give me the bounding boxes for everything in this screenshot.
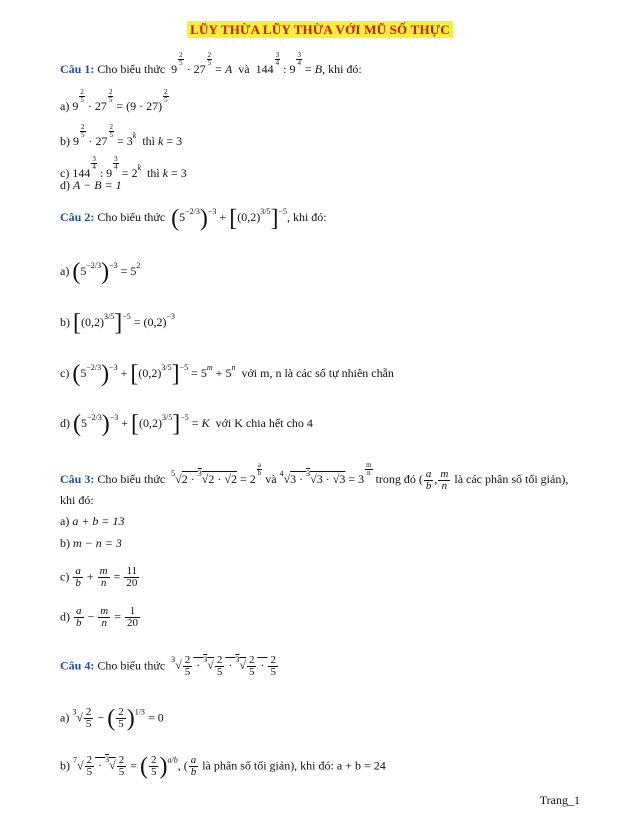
q4-option-b: b) $^7$√ $\frac{2}{5}$ · $^3$√ $\frac{2}{5}$ = ( $\frac{2}{5}$ )$^{a/b}$, ( $\frac{a}{b}$ là phân số tối giản), khi đó: a + b = 24 xyxy=(60,753,386,780)
question-2 xyxy=(60,205,327,231)
q1-option-b: b) 9 $\frac{2}{5}$ · 27 $\frac{2}{5}$ = $3^k$ thì k = 3 xyxy=(60,123,183,148)
question-2-formula: $(5^{-2/3})^{-3} + [(0,2)^{3/5}]^{-5}$ xyxy=(171,205,287,231)
q3-line-2: khi đó: xyxy=(60,493,94,507)
question-1-formula: 9 $\frac{2}{5}$ · 27 $\frac{2}{5}$ = A và 144 $\frac{3}{4}$ : 9 $\frac{3}{4}$ = B xyxy=(168,51,323,76)
question-2-label: Câu 2: xyxy=(60,209,95,224)
question-4-formula: $^3$√ $\frac{2}{5}$ · $^3$√ $\frac{2}{5}$ · $^3$√ $\frac{2}{5}$ · $\frac{2}{5}$ xyxy=(171,654,276,678)
q1-option-c: c) 144 $\frac{3}{4}$ : 9 $\frac{3}{4}$ = $2^k$ thì k = 3 xyxy=(60,155,187,180)
page-title: LŨY THỪA LŨY THỪA VỚI MŨ SỐ THỰC xyxy=(0,22,640,38)
q2-option-b: b) $[(0,2)^{3/5}]^{-5} = (0,2)^{-3}$ xyxy=(60,310,176,336)
question-1 xyxy=(60,52,362,76)
q2-option-c: c) $(5^{-2/3})^{-3} + [(0,2)^{3/5}]^{-5} = 5^m + 5^n$ với m, n là các số tự nhiên chẵn xyxy=(60,361,394,387)
question-3-formula-2: $^4$√3 · $^3$√3 · √3 = 3 $\frac{m}{n}$ xyxy=(279,461,372,486)
question-1-text: Cho biểu thức xyxy=(97,62,166,76)
question-4-label: Câu 4: xyxy=(60,658,95,673)
question-2-tail: , khi đó: xyxy=(286,209,327,224)
question-1-label: Câu 1: xyxy=(60,62,95,76)
q3-option-c: c) $\frac{a}{b}$ + $\frac{m}{n}$ = $\frac{11}{20}$ xyxy=(60,565,138,589)
q1-option-d: d) A − B = 1 xyxy=(60,178,122,192)
q2-option-d: d) $(5^{-2/3})^{-3} + [(0,2)^{3/5}]^{-5} = K$ với K chia hết cho 4 xyxy=(60,411,313,437)
question-3: Câu 3: Cho biểu thức $^5$√2 · $^3$√2 · √2 = 2 $\frac{a}{b}$ và $^4$√3 · $^3$√3 · √3 = 3 $\frac{m}{n}$ trong đó ( $\frac{a}{b}$ , $\frac{m}{n}$ là các phân số tối giản), xyxy=(60,461,569,492)
question-4-text: Cho biểu thức xyxy=(97,658,166,673)
q3-option-b: b) m − n = 3 xyxy=(60,536,122,550)
q4-option-a: a) $^3$√ $\frac{2}{5}$ − ( $\frac{2}{5}$ )$^{1/3}$ = 0 xyxy=(60,705,164,732)
question-3-text: Cho biểu thức xyxy=(97,472,166,486)
question-1-tail: , khi đó: xyxy=(322,62,362,76)
q2-option-a: a) $(5^{-2/3})^{-3} = 5^2$ xyxy=(60,259,141,285)
q3-option-d: d) $\frac{a}{b}$ − $\frac{m}{n}$ = $\frac{1}{20}$ xyxy=(60,605,139,629)
q3-option-a: a) a + b = 13 xyxy=(60,514,125,528)
page-number: Trang_1 xyxy=(539,793,580,807)
question-2-text: Cho biểu thức xyxy=(97,209,166,224)
question-3-label: Câu 3: xyxy=(60,472,95,486)
question-4 xyxy=(60,655,279,678)
question-3-formula-1: $^5$√2 · $^3$√2 · √2 = 2 $\frac{a}{b}$ xyxy=(171,461,262,486)
q1-option-a: a) 9 $\frac{2}{5}$ · 27 $\frac{2}{5}$ = (9 · 27) $\frac{2}{5}$ xyxy=(60,88,168,113)
